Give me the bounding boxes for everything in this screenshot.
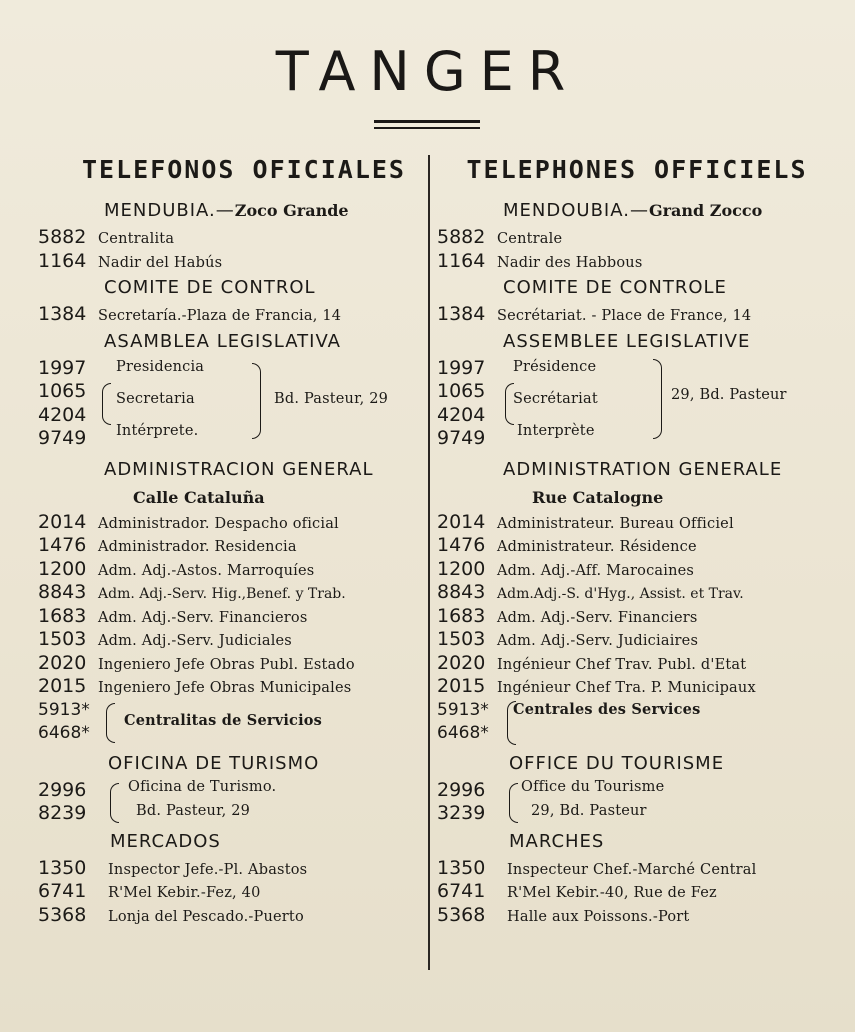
phone-row bbox=[38, 605, 430, 629]
phone-label: Adm. Adj.-Serv. Financieros bbox=[98, 609, 308, 626]
phone-row bbox=[437, 226, 837, 250]
assemblee-group bbox=[437, 357, 837, 453]
phone-row bbox=[38, 904, 430, 928]
phone-number: 8239 bbox=[38, 802, 87, 824]
column-heading: TELEFONOS OFICIALES bbox=[82, 155, 406, 184]
phone-label: Centralita bbox=[98, 231, 175, 247]
turismo-line: Oficina de Turismo. bbox=[128, 778, 277, 795]
section-head-sub: Zoco Grande bbox=[234, 201, 349, 220]
turismo-line: Bd. Pasteur, 29 bbox=[136, 802, 251, 819]
phone-number: 1065 bbox=[38, 380, 87, 402]
phone-number: 4204 bbox=[437, 403, 486, 426]
phone-label: Administrador. Residencia bbox=[98, 539, 297, 555]
centrales-group bbox=[437, 699, 837, 749]
phone-number: 2020 bbox=[437, 651, 486, 674]
phone-row bbox=[437, 675, 837, 699]
phone-number: 6468* bbox=[437, 723, 489, 743]
section-head-mendoubia bbox=[437, 196, 837, 226]
brace-right bbox=[653, 359, 662, 439]
section-head-turismo: OFICINA DE TURISMO bbox=[108, 752, 320, 774]
asamblea-group bbox=[38, 357, 430, 453]
phone-row bbox=[437, 904, 837, 928]
phone-label: Adm. Adj.-Serv. Hig.,Benef. y Trab. bbox=[98, 586, 346, 602]
phone-row bbox=[437, 581, 837, 605]
phone-row bbox=[437, 511, 837, 535]
phone-row bbox=[38, 534, 430, 558]
phone-number: 2014 bbox=[437, 510, 486, 533]
phone-number: 1997 bbox=[38, 356, 87, 379]
phone-row bbox=[38, 581, 430, 605]
phone-label: Administrateur. Bureau Officiel bbox=[497, 515, 734, 532]
phone-label: Adm. Adj.-Aff. Marocaines bbox=[497, 562, 695, 579]
phone-row bbox=[38, 675, 430, 699]
phone-number: 6741 bbox=[38, 880, 87, 902]
phone-row bbox=[38, 652, 430, 676]
phone-number: 1200 bbox=[437, 557, 486, 580]
brace-left bbox=[106, 703, 115, 743]
phone-label: Adm. Adj.-Serv. Judiciales bbox=[98, 633, 292, 649]
section-head-marches: MARCHES bbox=[509, 830, 605, 852]
phone-number: 1476 bbox=[38, 534, 87, 556]
phone-number: 1683 bbox=[437, 604, 486, 627]
phone-number: 2020 bbox=[38, 651, 87, 674]
phone-label: Nadir des Habbous bbox=[497, 254, 643, 271]
phone-label: Secrétariat. - Place de France, 14 bbox=[497, 308, 752, 324]
phone-number: 5368 bbox=[437, 903, 486, 926]
phone-number: 1503 bbox=[38, 628, 87, 650]
brace-left bbox=[509, 783, 518, 823]
phone-row bbox=[437, 303, 837, 327]
phone-label: Ingeniero Jefe Obras Publ. Estado bbox=[98, 656, 355, 673]
phone-row bbox=[437, 880, 837, 904]
phone-row bbox=[38, 558, 430, 582]
asamblea-label: Intérprete. bbox=[116, 422, 199, 439]
phone-row bbox=[38, 226, 430, 250]
phone-number: 1350 bbox=[38, 856, 87, 879]
phone-row bbox=[437, 558, 837, 582]
section-head-asamblea: ASAMBLEA LEGISLATIVA bbox=[104, 330, 341, 352]
section-head-text: MENDOUBIA.— bbox=[503, 200, 649, 221]
tourisme-line: 29, Bd. Pasteur bbox=[531, 802, 647, 819]
phone-number: 2015 bbox=[38, 675, 87, 697]
column-heading: TELEPHONES OFFICIELS bbox=[466, 155, 808, 184]
phone-number: 1384 bbox=[38, 303, 87, 325]
tourisme-line: Office du Tourisme bbox=[521, 778, 665, 795]
section-head-assemblee: ASSEMBLEE LEGISLATIVE bbox=[503, 330, 751, 352]
phone-label: Adm.Adj.-S. d'Hyg., Assist. et Trav. bbox=[497, 586, 744, 602]
section-head-comite: COMITE DE CONTROLE bbox=[503, 277, 727, 298]
phone-row bbox=[437, 605, 837, 629]
phone-row bbox=[38, 857, 430, 881]
phone-label: Ingénieur Chef Tra. P. Municipaux bbox=[497, 680, 756, 696]
section-head-admin: ADMINISTRACION GENERAL bbox=[104, 458, 374, 480]
title-underline bbox=[374, 120, 480, 123]
phone-row bbox=[437, 250, 837, 274]
column-spanish bbox=[38, 148, 430, 927]
phone-number: 5913* bbox=[437, 699, 489, 720]
assemblee-label: Présidence bbox=[513, 358, 597, 375]
phone-row bbox=[437, 534, 837, 558]
phone-number: 1503 bbox=[437, 628, 486, 650]
phone-number: 1384 bbox=[437, 303, 486, 325]
section-head-mercados: MERCADOS bbox=[110, 830, 221, 852]
assemblee-label: Secrétariat bbox=[513, 390, 598, 407]
phone-number: 1065 bbox=[437, 380, 486, 402]
brace-right bbox=[252, 363, 261, 439]
phone-number: 8843 bbox=[38, 581, 87, 603]
phone-number: 1476 bbox=[437, 534, 486, 556]
phone-label: Inspecteur Chef.-Marché Central bbox=[507, 861, 757, 878]
section-head-administration: ADMINISTRATION GENERALE bbox=[503, 458, 783, 480]
phone-label: Ingeniero Jefe Obras Municipales bbox=[98, 680, 352, 696]
column-french bbox=[437, 148, 837, 927]
asamblea-address: Bd. Pasteur, 29 bbox=[274, 390, 389, 407]
phone-label: Inspector Jefe.-Pl. Abastos bbox=[108, 861, 308, 878]
phone-number: 6468* bbox=[38, 723, 90, 743]
asamblea-label: Secretaria bbox=[116, 390, 195, 407]
phone-label: R'Mel Kebir.-Fez, 40 bbox=[108, 885, 261, 901]
phone-number: 2996 bbox=[38, 778, 87, 801]
phone-label: Administrador. Despacho oficial bbox=[98, 515, 339, 532]
phone-row bbox=[437, 628, 837, 652]
title-underline-thin bbox=[374, 127, 480, 129]
turismo-group bbox=[38, 779, 430, 827]
phone-number: 3239 bbox=[437, 802, 486, 824]
phone-number: 5913* bbox=[38, 699, 90, 720]
phone-label: Adm. Adj.-Serv. Financiers bbox=[497, 609, 698, 626]
phone-number: 2014 bbox=[38, 510, 87, 533]
section-subhead: Rue Catalogne bbox=[532, 487, 664, 507]
phone-number: 1200 bbox=[38, 557, 87, 580]
section-head-comite: COMITE DE CONTROL bbox=[104, 277, 316, 298]
phone-label: Lonja del Pescado.-Puerto bbox=[108, 908, 304, 925]
phone-row bbox=[437, 652, 837, 676]
phone-label: Halle aux Poissons.-Port bbox=[507, 908, 690, 925]
phone-number: 1350 bbox=[437, 856, 486, 879]
section-head-mendubia bbox=[38, 196, 430, 226]
asamblea-label: Presidencia bbox=[116, 358, 205, 375]
centrales-label: Centrales des Services bbox=[513, 700, 701, 718]
phone-number: 2015 bbox=[437, 675, 486, 697]
phone-number: 5368 bbox=[38, 903, 87, 926]
phone-label: Secretaría.-Plaza de Francia, 14 bbox=[98, 308, 342, 324]
phone-number: 4204 bbox=[38, 403, 87, 426]
phone-number: 9749 bbox=[437, 427, 486, 449]
section-head-text: MENDUBIA.— bbox=[104, 200, 235, 221]
phone-number: 9749 bbox=[38, 427, 87, 449]
phone-number: 2996 bbox=[437, 778, 486, 801]
phone-number: 5882 bbox=[437, 226, 486, 248]
phone-row bbox=[38, 628, 430, 652]
phone-number: 1164 bbox=[38, 249, 87, 272]
phone-number: 6741 bbox=[437, 880, 486, 902]
phone-row bbox=[437, 857, 837, 881]
page-title: TANGER bbox=[275, 40, 580, 103]
tourisme-group bbox=[437, 779, 837, 827]
phone-label: Adm. Adj.-Astos. Marroquíes bbox=[98, 562, 315, 579]
phone-number: 1683 bbox=[38, 604, 87, 627]
section-subhead: Calle Cataluña bbox=[133, 487, 265, 507]
phone-label: Centrale bbox=[497, 231, 563, 247]
phone-row bbox=[38, 880, 430, 904]
brace-left bbox=[102, 383, 111, 425]
phone-number: 5882 bbox=[38, 226, 87, 248]
centralitas-label: Centralitas de Servicios bbox=[124, 711, 323, 729]
phone-number: 1164 bbox=[437, 249, 486, 272]
centralitas-group bbox=[38, 699, 430, 749]
phone-label: Administrateur. Résidence bbox=[497, 539, 697, 555]
phone-row bbox=[38, 303, 430, 327]
phone-number: 1997 bbox=[437, 356, 486, 379]
section-head-tourisme: OFFICE DU TOURISME bbox=[509, 752, 725, 774]
assemblee-label: Interprète bbox=[517, 422, 595, 439]
phone-label: Adm. Adj.-Serv. Judiciaires bbox=[497, 633, 699, 649]
phone-label: R'Mel Kebir.-40, Rue de Fez bbox=[507, 885, 717, 901]
phone-label: Nadir del Habús bbox=[98, 254, 223, 271]
brace-left bbox=[110, 783, 119, 823]
section-head-sub: Grand Zocco bbox=[648, 201, 763, 220]
phone-row bbox=[38, 250, 430, 274]
phone-number: 8843 bbox=[437, 581, 486, 603]
phone-row bbox=[38, 511, 430, 535]
assemblee-address: 29, Bd. Pasteur bbox=[671, 386, 787, 403]
phone-label: Ingénieur Chef Trav. Publ. d'Etat bbox=[497, 656, 747, 673]
